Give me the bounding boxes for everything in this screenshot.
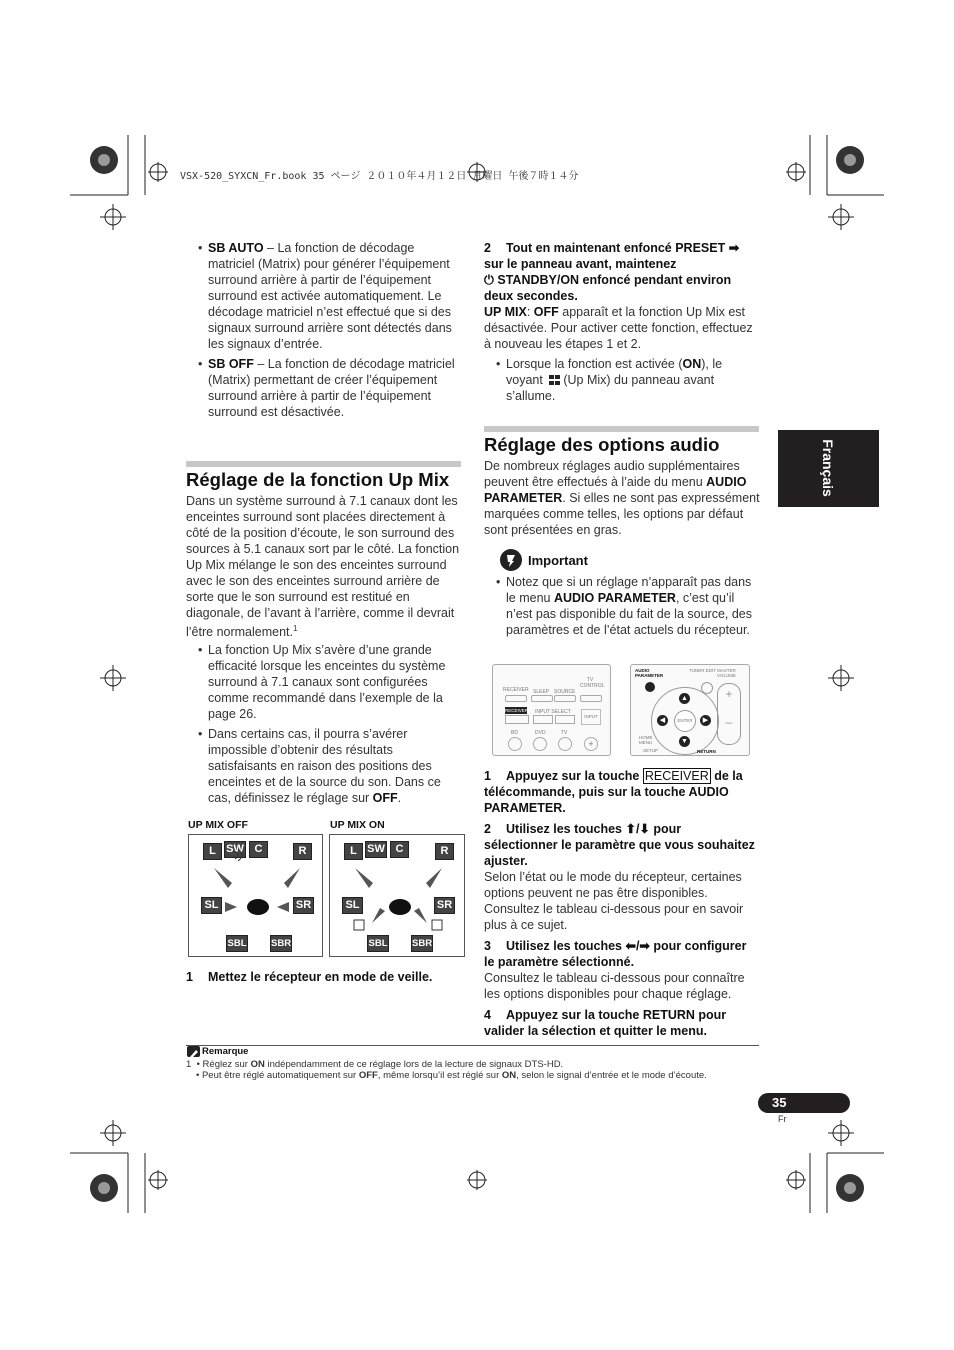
bullet-sb-auto: • SB AUTO – La fonction de décodage matriciel (Matrix) pour générer l’équipement surround arrière à partir de l’équipement surround est activée automatiquement. Le décodage matriciel n’est effectué que si des signaux surround arrière sont détectés dans les signaux d’entrée. xyxy=(186,240,462,352)
remote-source-button[interactable] xyxy=(554,695,576,702)
heading-audio-options: Réglage des options audio xyxy=(484,434,720,455)
remote-down-button[interactable]: ▼ xyxy=(679,736,690,747)
speaker-sbr: SBR xyxy=(270,935,292,952)
speaker-c: C xyxy=(390,841,409,858)
note-pencil-icon xyxy=(187,1046,200,1057)
speaker-sl: SL xyxy=(201,897,222,914)
remote-right-panel: AUDIO PARAMETER TUNER EDIT MASTER VOLUME ENTER ▲ ▼ ◀ ▶ HOME MENU SETUP RETURN + – xyxy=(630,664,750,756)
notes-label: Remarque xyxy=(202,1046,249,1057)
remote-input-button[interactable]: INPUT xyxy=(581,709,601,725)
language-side-tab: Français xyxy=(778,430,879,507)
speaker-r: R xyxy=(435,843,454,860)
remote-dvd-button[interactable] xyxy=(533,737,547,751)
up-mix-intro: Dans un système surround à 7.1 canaux dont les enceintes surround sont placées directement à côté de la position d’écoute, le son surround des sources à 5.1 canaux sort par le côté. La fonction Up Mix mélange le son des enceintes surround avec le son des enceintes surround arrière de sorte que le son surround est restitué en diagonale, de l’avant à l’arrière, comme il devrait l’être normalement.$^1$ xyxy=(186,494,460,640)
speaker-sw: SW xyxy=(365,841,387,858)
left-step-1: 1 Mettez le récepteur en mode de veille. xyxy=(186,970,433,984)
remote-tv-button[interactable] xyxy=(558,737,572,751)
important-icon xyxy=(500,549,522,571)
right-step-2b-body: Selon l’état ou le mode du récepteur, certaines options peuvent ne pas être disponibles. Consultez le tableau ci-dessous pour en savoir plus à ce sujet. xyxy=(484,870,744,932)
remote-receiver-power-button[interactable] xyxy=(505,695,527,702)
speaker-c: C xyxy=(249,841,268,858)
diagram-up-mix-on xyxy=(329,834,465,957)
receiver-key: RECEIVER xyxy=(644,769,709,783)
speaker-l: L xyxy=(203,843,222,860)
remote-left-button[interactable]: ◀ xyxy=(657,715,668,726)
remote-right-button[interactable]: ▶ xyxy=(700,715,711,726)
right-step-2b: 2 Utilisez les touches ⬆/⬇ pour sélectionner le paramètre que vous souhaitez ajuster. xyxy=(484,822,755,868)
remote-enter-button[interactable]: ENTER xyxy=(674,710,696,732)
remote-plus-button[interactable]: + xyxy=(584,737,598,751)
speaker-sl: SL xyxy=(342,897,363,914)
remote-input-select-mid[interactable] xyxy=(533,715,553,724)
speaker-sr: SR xyxy=(293,897,314,914)
label-up-mix-on: UP MIX ON xyxy=(330,819,385,831)
notes-rule xyxy=(186,1045,759,1046)
label-up-mix-off: UP MIX OFF xyxy=(188,819,248,831)
power-icon: ⏻ xyxy=(484,273,498,287)
speaker-sr: SR xyxy=(434,897,455,914)
right-step-4: 4 Appuyez sur la touche RETURN pour valider la sélection et quitter le menu. xyxy=(484,1008,727,1038)
page-number: 35 xyxy=(772,1095,787,1110)
section-rule xyxy=(186,461,461,467)
right-step-1: 1 Appuyez sur la touche RECEIVER de la télécommande, puis sur la touche AUDIO PARAMETER. xyxy=(484,769,743,815)
right-step-3: 3 Utilisez les touches ⬅/➡ pour configurer le paramètre sélectionné. xyxy=(484,939,747,969)
diagram-up-mix-off xyxy=(188,834,323,957)
speaker-sbr: SBR xyxy=(411,935,433,952)
bullet-sb-off: • SB OFF – La fonction de décodage matriciel (Matrix) permettant de créer l’équipement surround arrière à partir de l’équipement surround est désactivée. xyxy=(186,356,462,420)
remote-input-select-right[interactable] xyxy=(555,715,575,724)
right-step-2-body: UP MIX: OFF apparaît et la fonction Up Mix est désactivée. Pour activer cette fonction, effectuez à nouveau les étapes 1 et 2. xyxy=(484,305,753,351)
remote-bd-button[interactable] xyxy=(508,737,522,751)
listener-arrows-on xyxy=(330,835,464,956)
important-text: • Notez que si un réglage n’apparaît pas dans le menu AUDIO PARAMETER, c’est qu’il n’est pas disponible du fait de la source, des paramètres et de l’état actuels du récepteur. xyxy=(484,574,760,638)
listener-arrows-off xyxy=(189,835,322,956)
important-label: Important xyxy=(528,553,588,568)
remote-input-select-left[interactable] xyxy=(505,715,529,724)
bullet-up-mix-warning: • Dans certains cas, il pourra s’avérer impossible d’obtenir des résultats satisfaisants en raison des positions des enceintes et de la source du son. Dans ce cas, définissez le réglage sur OFF. xyxy=(186,726,462,806)
remote-audio-parameter-button[interactable] xyxy=(645,682,655,692)
notes-body: 1 • Réglez sur ON indépendamment de ce réglage lors de la lecture de signaux DTS-HD. • Peut être réglé automatiquement sur OFF, même lorsqu’il est réglé sur ON, selon le signal d’entrée et le mode d’écoute. xyxy=(186,1059,707,1081)
speaker-sbl: SBL xyxy=(226,935,248,952)
remote-up-button[interactable]: ▲ xyxy=(679,693,690,704)
file-info-header: VSX-520_SYXCN_Fr.book 35 ページ ２０１０年４月１２日 月曜日 午後７時１４分 xyxy=(180,171,579,182)
up-mix-bullets xyxy=(186,642,462,806)
remote-sleep-button[interactable] xyxy=(531,695,553,702)
heading-up-mix: Réglage de la fonction Up Mix xyxy=(186,469,450,490)
remote-left-panel: RECEIVER SLEEP SOURCE TV CONTROL RECEIVER INPUT SELECT INPUT BD DVD TV + xyxy=(492,664,611,756)
speaker-sbl: SBL xyxy=(367,935,389,952)
remote-volume-rocker[interactable]: + – xyxy=(717,683,741,745)
right-step-3-body: Consultez le tableau ci-dessous pour connaître les options disponibles pour chaque réglage. xyxy=(484,971,745,1001)
right-step-2: 2 Tout en maintenant enfoncé PRESET ➡ sur le panneau avant, maintenez ⏻ STANDBY/ON enfoncé pendant environ deux secondes. xyxy=(484,241,740,303)
bullet-up-mix-efficacy: • La fonction Up Mix s’avère d’une grande efficacité lorsque les enceintes du système surround à 7.1 canaux sont configurées comme recommandé dans l’exemple de la page 26. xyxy=(186,642,462,722)
section-rule xyxy=(484,426,759,432)
speaker-sw: SW xyxy=(224,841,246,858)
audio-options-intro: De nombreux réglages audio supplémentaires peuvent être effectués à l’aide du menu AUDIO PARAMETER. Si elles ne sont pas expressément marquées comme telles, les options par défaut sont présentées en gras. xyxy=(484,459,760,537)
left-top-bullets xyxy=(186,240,462,420)
page-language: Fr xyxy=(778,1114,787,1124)
remote-tv-power-button[interactable] xyxy=(580,695,602,702)
speaker-r: R xyxy=(293,843,312,860)
page-number-badge xyxy=(758,1093,850,1113)
remote-receiver-button[interactable]: RECEIVER xyxy=(505,708,529,713)
speaker-l: L xyxy=(344,843,363,860)
right-step-2-bullet: • Lorsque la fonction est activée (ON), le voyant (Up Mix) du panneau avant s’allume. xyxy=(484,356,760,404)
up-mix-indicator-icon xyxy=(549,375,560,385)
